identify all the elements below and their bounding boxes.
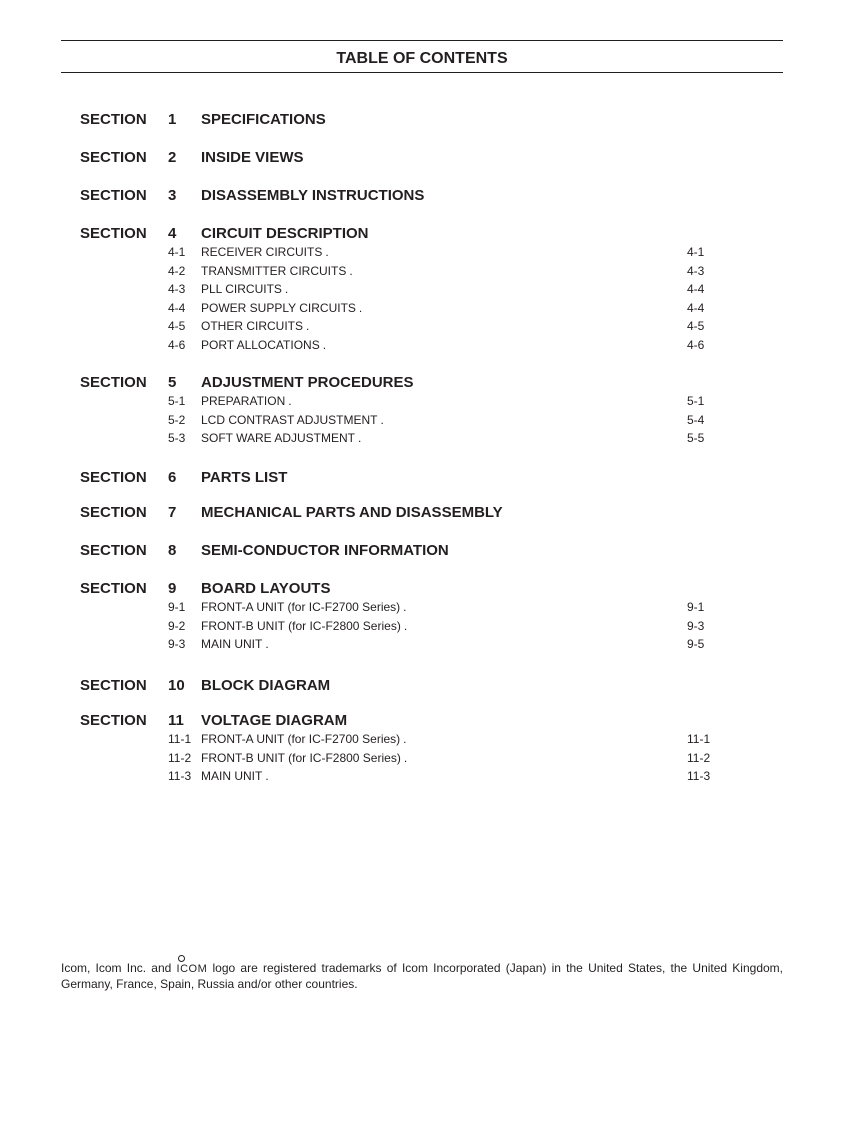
section-number: 6 [168, 469, 177, 486]
section-title: ADJUSTMENT PROCEDURES [201, 374, 414, 391]
entry-title: PORT ALLOCATIONS [201, 338, 320, 352]
entry-title: FRONT-B UNIT (for IC-F2800 Series) [201, 750, 401, 765]
section-title: BLOCK DIAGRAM [201, 677, 331, 694]
title-rule [61, 72, 783, 73]
entry-number: 9-1 [168, 600, 186, 614]
entry-number: 5-3 [168, 431, 186, 446]
section-label: SECTION [80, 149, 147, 166]
entry-title: FRONT-B UNIT (for IC-F2800 Series) [201, 618, 401, 633]
toc-section-2[interactable] [80, 149, 640, 167]
top-rule [61, 40, 783, 41]
section-label: SECTION [80, 504, 147, 521]
section-label: SECTION [80, 187, 147, 204]
section-number: 7 [168, 504, 177, 521]
toc-entry-9-1[interactable] [168, 600, 713, 615]
entry-title: POWER SUPPLY CIRCUITS [201, 300, 356, 315]
toc-entry-4-4[interactable] [168, 301, 713, 316]
toc-section-8[interactable] [80, 542, 640, 560]
entry-title: LCD CONTRAST ADJUSTMENT [201, 412, 378, 427]
entry-title: PLL CIRCUITS [201, 282, 282, 297]
entry-title: RECEIVER CIRCUITS [201, 245, 323, 259]
entry-page: 4-4 [687, 282, 705, 297]
entry-page: 5-4 [687, 412, 705, 427]
entry-page: 11-2 [687, 750, 711, 765]
leader-dots: . [403, 600, 410, 614]
section-title: CIRCUIT DESCRIPTION [201, 225, 369, 242]
toc-entry-4-2[interactable] [168, 264, 713, 279]
leader-dots: . [322, 338, 329, 352]
entry-page: 5-1 [687, 394, 705, 408]
section-label: SECTION [80, 542, 147, 559]
leader-dots: . [265, 637, 272, 652]
entry-title: OTHER CIRCUITS [201, 319, 303, 334]
section-number: 2 [168, 149, 177, 166]
section-title: INSIDE VIEWS [201, 149, 304, 166]
section-label: SECTION [80, 580, 147, 597]
entry-number: 11-1 [168, 732, 192, 746]
toc-section-1[interactable] [80, 111, 640, 129]
entry-number: 4-4 [168, 300, 186, 315]
toc-entry-9-3[interactable] [168, 637, 713, 652]
toc-entry-5-3[interactable] [168, 431, 713, 446]
section-number: 4 [168, 225, 177, 242]
icom-logo: ICOM [176, 963, 208, 975]
toc-section-5[interactable] [80, 374, 640, 392]
section-number: 11 [168, 712, 184, 729]
entry-title: PREPARATION [201, 394, 286, 408]
section-number: 10 [168, 677, 185, 694]
toc-section-4[interactable] [80, 225, 640, 243]
toc-entry-9-2[interactable] [168, 619, 713, 634]
section-number: 1 [168, 111, 177, 128]
entry-title: FRONT-A UNIT (for IC-F2700 Series) [201, 732, 401, 746]
entry-page: 4-3 [687, 263, 705, 278]
trademark-notice [61, 961, 783, 992]
entry-page: 9-1 [687, 600, 705, 614]
entry-page: 11-3 [687, 769, 711, 784]
toc-entry-4-5[interactable] [168, 319, 713, 334]
entry-number: 9-3 [168, 637, 186, 652]
entry-number: 5-2 [168, 412, 186, 427]
entry-title: MAIN UNIT [201, 769, 263, 784]
entry-page: 9-3 [687, 618, 705, 633]
footer-text-before: Icom, Icom Inc. and [61, 961, 172, 975]
entry-number: 4-6 [168, 338, 186, 352]
entry-number: 4-3 [168, 282, 186, 297]
toc-entry-4-6[interactable] [168, 338, 713, 353]
leader-dots: . [288, 394, 295, 408]
entry-page: 4-4 [687, 300, 705, 315]
toc-section-11[interactable] [80, 712, 640, 730]
leader-dots: . [403, 732, 410, 746]
section-title: SPECIFICATIONS [201, 111, 326, 128]
section-label: SECTION [80, 225, 147, 242]
section-label: SECTION [80, 374, 147, 391]
section-title: PARTS LIST [201, 469, 288, 486]
toc-entry-11-1[interactable] [168, 732, 713, 747]
section-number: 3 [168, 187, 177, 204]
footer-text-after: logo are registered trademarks of Icom Incorporated (Japan) in the United States, the United Kingdom, Germany, France, Spain, Russia and/or other countries. [61, 961, 783, 991]
section-number: 9 [168, 580, 177, 597]
leader-dots: . [349, 263, 356, 278]
entry-page: 4-1 [687, 245, 705, 259]
toc-section-9[interactable] [80, 580, 640, 598]
toc-entry-5-1[interactable] [168, 394, 713, 409]
section-title: BOARD LAYOUTS [201, 580, 331, 597]
page-title: TABLE OF CONTENTS [336, 50, 508, 67]
entry-title: SOFT WARE ADJUSTMENT [201, 431, 356, 446]
toc-section-6[interactable] [80, 469, 640, 487]
toc-entry-11-3[interactable] [168, 769, 713, 784]
leader-dots: . [403, 750, 410, 765]
toc-entry-11-2[interactable] [168, 751, 713, 766]
entry-page: 4-5 [687, 319, 705, 334]
section-number: 5 [168, 374, 177, 391]
entry-title: FRONT-A UNIT (for IC-F2700 Series) [201, 600, 401, 614]
entry-page: 4-6 [687, 338, 705, 352]
entry-number: 5-1 [168, 394, 186, 408]
section-number: 8 [168, 542, 177, 559]
leader-dots: . [325, 245, 332, 259]
entry-number: 9-2 [168, 618, 186, 633]
entry-page: 11-1 [687, 732, 711, 746]
entry-number: 4-5 [168, 319, 186, 334]
section-title: MECHANICAL PARTS AND DISASSEMBLY [201, 504, 503, 521]
toc-section-10[interactable] [80, 677, 640, 695]
leader-dots: . [306, 319, 312, 334]
leader-dots: . [358, 431, 364, 446]
entry-title: MAIN UNIT [201, 637, 263, 652]
leader-dots: . [380, 412, 387, 427]
section-label: SECTION [80, 469, 147, 486]
toc-entry-4-3[interactable] [168, 282, 713, 297]
entry-number: 4-2 [168, 263, 186, 278]
section-title: VOLTAGE DIAGRAM [201, 712, 348, 729]
entry-number: 11-2 [168, 750, 192, 765]
leader-dots: . [358, 300, 365, 315]
entry-title: TRANSMITTER CIRCUITS [201, 263, 347, 278]
section-label: SECTION [80, 111, 147, 128]
toc-entry-4-1[interactable] [168, 245, 713, 260]
section-label: SECTION [80, 712, 147, 729]
leader-dots: . [265, 769, 272, 784]
leader-dots: . [403, 618, 410, 633]
entry-number: 11-3 [168, 769, 192, 784]
toc-section-7[interactable] [80, 504, 640, 522]
leader-dots: . [284, 282, 291, 297]
section-label: SECTION [80, 677, 147, 694]
entry-page: 5-5 [687, 431, 705, 446]
toc-entry-5-2[interactable] [168, 413, 713, 428]
entry-page: 9-5 [687, 637, 705, 652]
section-title: SEMI-CONDUCTOR INFORMATION [201, 542, 449, 559]
entry-number: 4-1 [168, 245, 186, 259]
section-title: DISASSEMBLY INSTRUCTIONS [201, 187, 425, 204]
toc-section-3[interactable] [80, 187, 640, 205]
